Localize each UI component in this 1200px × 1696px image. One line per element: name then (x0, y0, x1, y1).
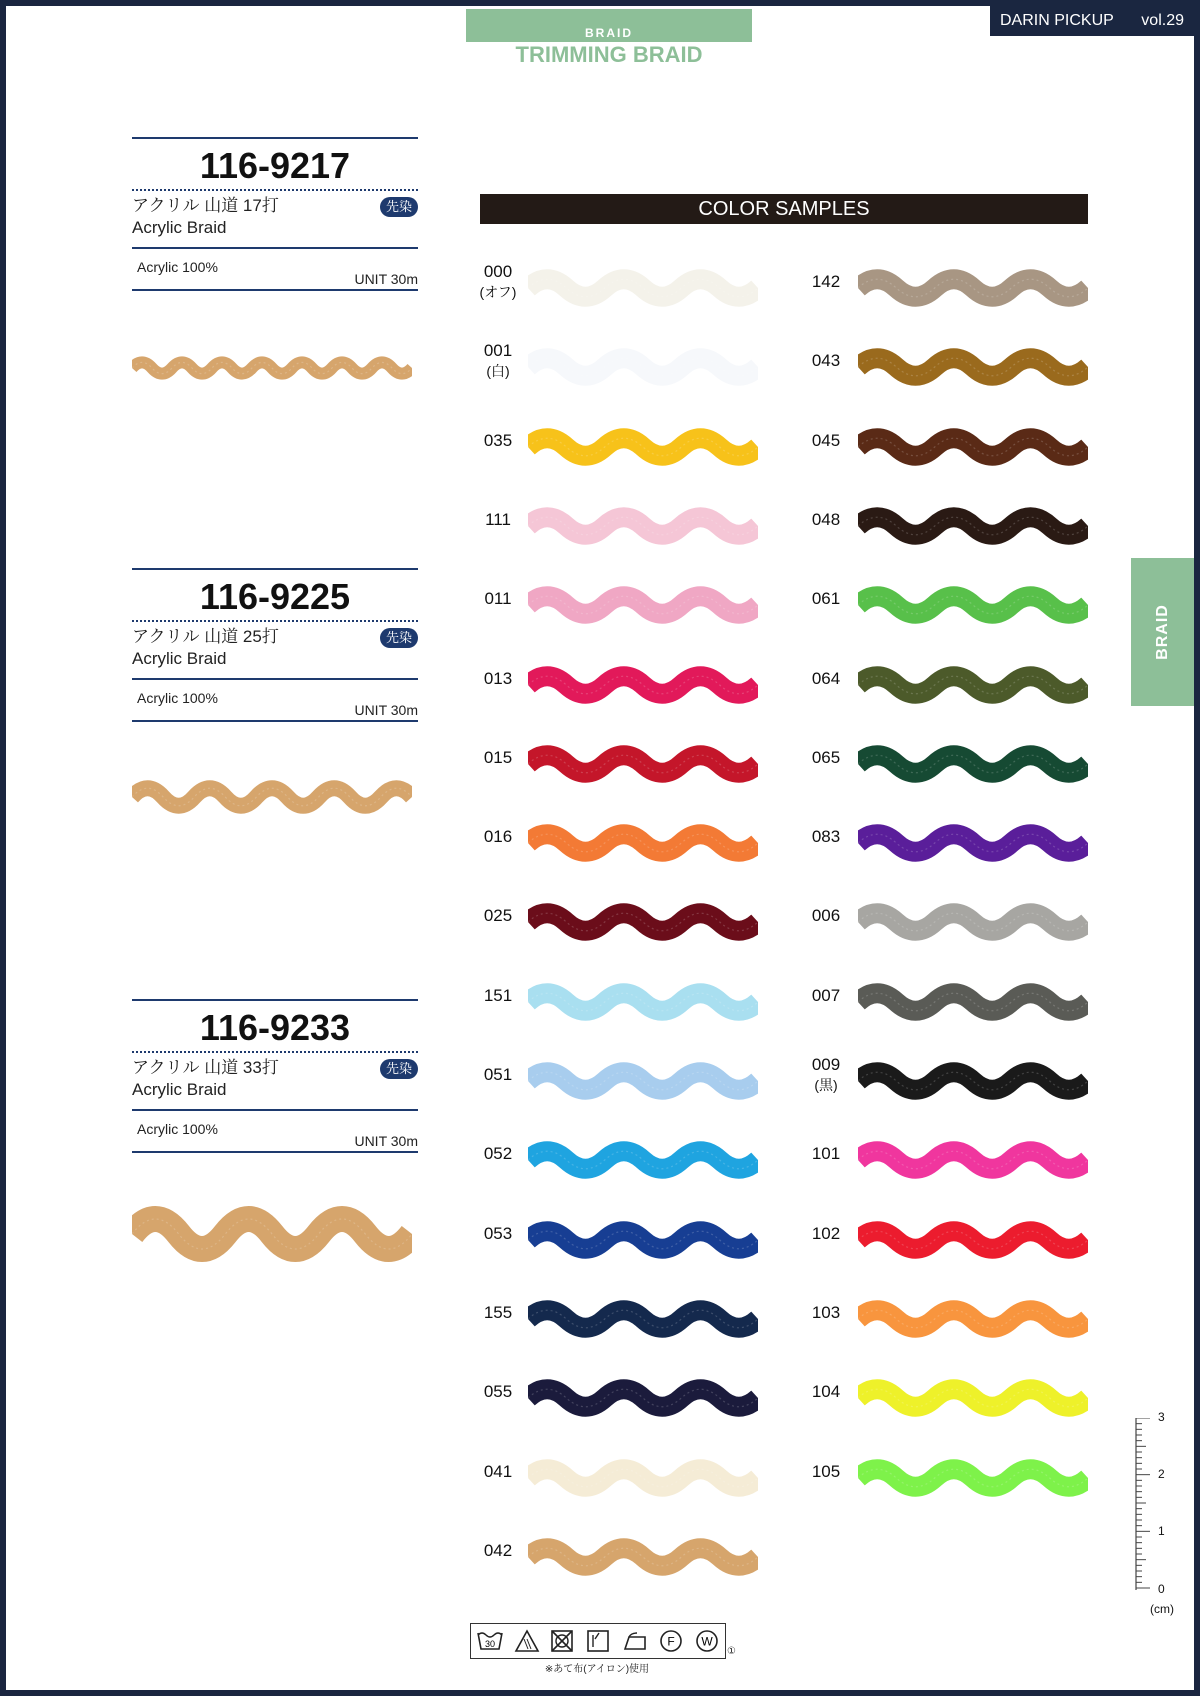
color-code-number: 043 (811, 351, 841, 371)
color-swatch-055[interactable] (528, 1370, 758, 1426)
color-swatch-041[interactable] (528, 1450, 758, 1506)
color-code-number: 016 (483, 827, 513, 847)
color-swatch-006[interactable] (858, 894, 1088, 950)
color-code-016 (475, 827, 521, 847)
unit-label: UNIT 30m (354, 271, 418, 287)
wash-30-icon (476, 1629, 504, 1653)
color-code-number: 006 (811, 906, 841, 926)
color-swatch-045[interactable] (858, 419, 1088, 475)
dyed-badge: 先染 (380, 628, 418, 648)
product-code: 116-9217 (199, 145, 351, 186)
color-swatch-102[interactable] (858, 1212, 1088, 1268)
no-tumble-dry-icon (549, 1629, 575, 1653)
color-swatch-105[interactable] (858, 1450, 1088, 1506)
color-code-number: 102 (811, 1223, 841, 1243)
color-code-number: 064 (811, 668, 841, 688)
color-code-151 (475, 986, 521, 1006)
bleach-icon (514, 1629, 540, 1653)
color-swatch-142[interactable] (858, 260, 1088, 316)
color-code-101 (803, 1144, 849, 1164)
color-swatch-151[interactable] (528, 974, 758, 1030)
color-code-number: 053 (483, 1223, 513, 1243)
color-code-number: 052 (483, 1144, 513, 1164)
product-code: 116-9225 (199, 576, 351, 617)
color-code-055 (475, 1382, 521, 1402)
product-code: 116-9233 (199, 1007, 351, 1048)
color-code-number: 041 (483, 1461, 513, 1481)
color-code-number: 001 (483, 341, 513, 361)
color-swatch-043[interactable] (858, 339, 1088, 395)
dry-clean-f-icon (658, 1629, 684, 1653)
color-code-007 (803, 986, 849, 1006)
color-code-number: 083 (811, 827, 841, 847)
color-code-061 (803, 589, 849, 609)
line-dry-icon (585, 1629, 611, 1653)
color-code-043 (803, 351, 849, 371)
color-code-015 (475, 748, 521, 768)
unit-label: UNIT 30m (354, 1133, 418, 1149)
color-code-064 (803, 669, 849, 689)
side-tab-label: BRAID (1153, 604, 1171, 660)
product-sample-braid (132, 348, 412, 388)
color-code-number: 015 (483, 747, 513, 767)
color-code-number: 111 (485, 509, 511, 529)
color-code-number: 151 (483, 985, 513, 1005)
centimeter-ruler (1134, 1418, 1184, 1594)
color-code-105 (803, 1462, 849, 1482)
color-code-052 (475, 1144, 521, 1164)
color-code-103 (803, 1303, 849, 1323)
color-swatch-052[interactable] (528, 1132, 758, 1188)
wet-clean-w-icon (694, 1629, 720, 1653)
color-code-006 (803, 906, 849, 926)
product-block (132, 999, 418, 1153)
product-name-jp: アクリル 山道 25打 (132, 627, 279, 646)
color-code-083 (803, 827, 849, 847)
product-sample-braid (132, 772, 412, 822)
color-code-025 (475, 906, 521, 926)
material-label: Acrylic 100% (137, 690, 218, 706)
color-swatch-001[interactable] (528, 339, 758, 395)
color-swatch-016[interactable] (528, 815, 758, 871)
color-code-number: 051 (483, 1065, 513, 1084)
color-code-041 (475, 1462, 521, 1482)
color-code-045 (803, 431, 849, 451)
color-swatch-007[interactable] (858, 974, 1088, 1030)
color-code-number: 061 (811, 589, 841, 609)
care-symbols (470, 1623, 726, 1659)
color-code-number: 048 (811, 509, 841, 529)
color-code-number: 007 (811, 985, 841, 1005)
product-sample-braid (132, 1194, 412, 1274)
ruler-label-0: 0 (1158, 1582, 1165, 1596)
color-swatch-155[interactable] (528, 1291, 758, 1347)
product-name-jp: アクリル 山道 17打 (132, 196, 279, 215)
svg-text:F: F (667, 1634, 676, 1649)
color-code-011 (475, 589, 521, 609)
color-code-053 (475, 1224, 521, 1244)
ruler-label-3: 3 (1158, 1410, 1165, 1424)
color-code-number: 065 (811, 747, 841, 767)
color-swatch-011[interactable] (528, 577, 758, 633)
color-code-048 (803, 510, 849, 530)
color-code-note: (黒) (814, 1077, 838, 1093)
iron-icon (621, 1629, 649, 1653)
color-code-number: 035 (483, 430, 513, 450)
dyed-badge: 先染 (380, 197, 418, 217)
unit-label: UNIT 30m (354, 702, 418, 718)
color-code-number: 103 (811, 1302, 841, 1322)
color-code-number: 013 (483, 668, 513, 688)
care-note: ※あて布(アイロン)使用 (544, 1664, 650, 1675)
color-code-035 (475, 431, 521, 451)
color-code-number: 055 (483, 1382, 513, 1402)
color-code-051 (475, 1065, 521, 1085)
page-title: TRIMMING BRAID (515, 42, 703, 67)
color-code-102 (803, 1224, 849, 1244)
color-code-number: 142 (811, 272, 841, 291)
color-swatch-015[interactable] (528, 736, 758, 792)
color-code-142 (803, 272, 849, 292)
color-code-note: (白) (486, 363, 510, 380)
category-tab: BRAID (466, 9, 752, 42)
color-swatch-035[interactable] (528, 419, 758, 475)
color-code-104 (803, 1382, 849, 1402)
color-swatch-000[interactable] (528, 260, 758, 316)
color-swatch-101[interactable] (858, 1132, 1088, 1188)
color-swatch-064[interactable] (858, 657, 1088, 713)
color-swatch-083[interactable] (858, 815, 1088, 871)
color-code-042 (475, 1541, 521, 1561)
color-swatch-009[interactable] (858, 1053, 1088, 1109)
color-samples-banner: COLOR SAMPLES (480, 194, 1088, 224)
product-block (132, 137, 418, 291)
color-swatch-065[interactable] (858, 736, 1088, 792)
product-name-jp: アクリル 山道 33打 (132, 1058, 279, 1077)
color-code-number: 042 (483, 1540, 513, 1560)
ruler-label-1: 1 (1158, 1524, 1165, 1538)
color-swatch-103[interactable] (858, 1291, 1088, 1347)
svg-text:W: W (701, 1634, 713, 1649)
product-block (132, 568, 418, 722)
volume-label: vol.29 (1141, 12, 1184, 29)
color-code-155 (475, 1303, 521, 1323)
material-label: Acrylic 100% (137, 1121, 218, 1137)
care-mark: ① (727, 1646, 736, 1657)
product-name-en: Acrylic Braid (132, 218, 227, 237)
color-code-065 (803, 748, 849, 768)
product-name-en: Acrylic Braid (132, 1080, 227, 1099)
color-swatch-061[interactable] (858, 577, 1088, 633)
color-code-number: 009 (811, 1055, 841, 1074)
color-code-number: 155 (483, 1302, 513, 1322)
svg-text:30: 30 (484, 1639, 495, 1649)
color-code-number: 011 (484, 589, 512, 609)
color-swatch-104[interactable] (858, 1370, 1088, 1426)
color-swatch-053[interactable] (528, 1212, 758, 1268)
pickup-label: DARIN PICKUP (1000, 12, 1114, 29)
color-code-number: 101 (811, 1144, 841, 1164)
material-label: Acrylic 100% (137, 259, 218, 275)
color-code-000 (475, 262, 521, 302)
color-swatch-025[interactable] (528, 894, 758, 950)
color-code-009 (803, 1055, 849, 1095)
color-code-number: 025 (483, 906, 513, 926)
color-code-number: 045 (811, 430, 841, 450)
color-code-111 (475, 510, 521, 530)
color-swatch-042[interactable] (528, 1529, 758, 1585)
color-code-number: 000 (483, 262, 513, 281)
product-name-en: Acrylic Braid (132, 649, 227, 668)
dyed-badge: 先染 (380, 1059, 418, 1079)
color-code-number: 105 (811, 1461, 841, 1481)
color-swatch-013[interactable] (528, 657, 758, 713)
color-code-013 (475, 669, 521, 689)
color-code-note: (オフ) (479, 284, 517, 300)
pickup-badge (990, 6, 1194, 36)
ruler-unit: (cm) (1150, 1602, 1174, 1616)
color-code-001 (475, 341, 521, 381)
side-category-tab[interactable] (1131, 558, 1194, 706)
color-swatch-111[interactable] (528, 498, 758, 554)
color-swatch-048[interactable] (858, 498, 1088, 554)
color-swatch-051[interactable] (528, 1053, 758, 1109)
color-code-number: 104 (811, 1382, 841, 1402)
ruler-label-2: 2 (1158, 1467, 1165, 1481)
